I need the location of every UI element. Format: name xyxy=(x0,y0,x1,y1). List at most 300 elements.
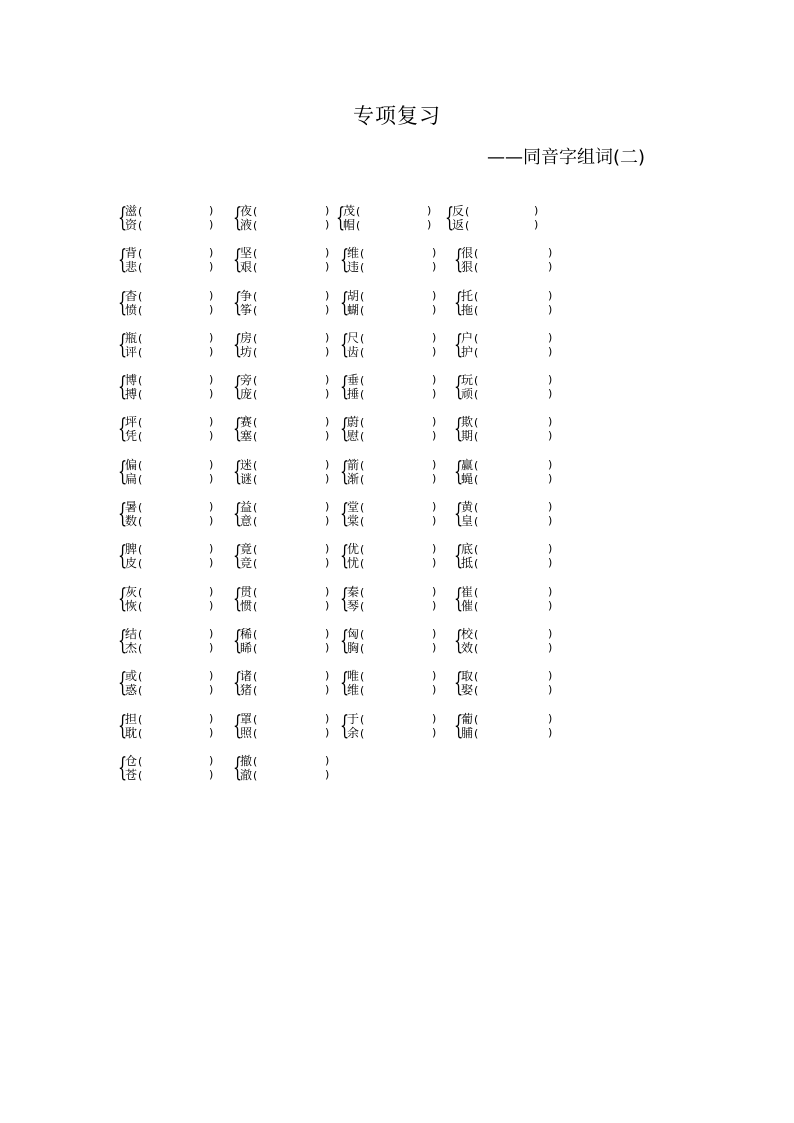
open-paren: ( xyxy=(360,557,365,571)
character: 诸 xyxy=(240,669,253,684)
character: 旁 xyxy=(240,373,253,388)
brace-glyph: { xyxy=(340,625,350,656)
character: 数 xyxy=(125,514,138,529)
word-pair xyxy=(233,373,353,405)
open-paren: ( xyxy=(474,515,479,529)
word-pair xyxy=(233,712,353,744)
close-paren: ) xyxy=(534,204,539,217)
open-paren: ( xyxy=(253,585,258,599)
character: 琴 xyxy=(347,598,360,613)
open-paren: ( xyxy=(253,712,258,726)
word-pair xyxy=(233,246,353,278)
word-pair xyxy=(454,246,574,278)
open-paren: ( xyxy=(360,374,365,388)
brace-glyph: { xyxy=(233,541,243,572)
close-paren: ) xyxy=(325,514,330,528)
open-paren: ( xyxy=(360,289,365,303)
character: 艰 xyxy=(240,260,253,275)
word-line xyxy=(347,246,364,260)
word-line xyxy=(125,260,142,274)
character: 搏 xyxy=(125,387,138,402)
word-pair xyxy=(118,287,243,321)
close-paren: ) xyxy=(325,429,330,443)
word-pair xyxy=(118,625,243,659)
character: 庞 xyxy=(240,387,253,402)
word-pair xyxy=(340,710,464,744)
close-paren: ) xyxy=(432,598,437,612)
page-subtitle: ——同音字组词(二) xyxy=(487,147,646,168)
word-line xyxy=(240,289,257,303)
word-pair xyxy=(118,414,243,447)
close-paren: ) xyxy=(548,514,553,528)
open-paren: ( xyxy=(138,345,143,359)
character: 睎 xyxy=(240,640,253,655)
open-paren: ( xyxy=(474,641,479,655)
exercise-row xyxy=(118,331,678,373)
word-line xyxy=(240,429,257,443)
open-paren: ( xyxy=(474,388,479,402)
brace-glyph: { xyxy=(340,583,350,614)
open-paren: ( xyxy=(253,388,258,402)
open-paren: ( xyxy=(138,515,143,529)
character: 皮 xyxy=(125,556,138,571)
character: 房 xyxy=(240,330,253,345)
character: 托 xyxy=(461,288,474,303)
character: 担 xyxy=(125,711,138,726)
open-paren: ( xyxy=(360,515,365,529)
word-line xyxy=(240,204,257,218)
character: 竟 xyxy=(240,542,253,557)
word-line xyxy=(347,726,364,740)
close-paren: ) xyxy=(432,457,437,471)
word-line xyxy=(452,218,469,232)
open-paren: ( xyxy=(360,430,365,444)
close-paren: ) xyxy=(548,373,553,387)
open-paren: ( xyxy=(138,543,143,557)
close-paren: ) xyxy=(534,218,539,231)
word-line xyxy=(347,542,364,556)
word-pair xyxy=(118,583,243,617)
character: 抵 xyxy=(461,556,474,571)
word-pair xyxy=(118,752,243,786)
brace-glyph: { xyxy=(233,245,243,276)
close-paren: ) xyxy=(548,429,553,443)
character: 惯 xyxy=(240,598,253,613)
exercise-row xyxy=(118,754,678,796)
word-pair xyxy=(233,627,353,659)
open-paren: ( xyxy=(253,345,258,359)
word-pair xyxy=(340,245,464,278)
word-pair xyxy=(118,329,243,363)
word-line xyxy=(240,514,257,528)
close-paren: ) xyxy=(548,725,553,739)
word-line xyxy=(125,514,142,528)
close-paren: ) xyxy=(325,471,330,485)
word-line xyxy=(240,415,257,429)
word-pair xyxy=(454,669,574,701)
brace-glyph: { xyxy=(233,710,243,741)
word-line xyxy=(347,514,364,528)
brace-glyph: { xyxy=(233,329,243,360)
open-paren: ( xyxy=(360,585,365,599)
brace-glyph: { xyxy=(118,541,128,572)
character: 博 xyxy=(125,373,138,388)
character: 返 xyxy=(452,218,465,232)
word-line xyxy=(125,458,142,472)
brace-glyph: { xyxy=(118,203,128,233)
word-pair xyxy=(340,583,464,617)
word-pair xyxy=(233,542,353,574)
character: 坪 xyxy=(125,415,138,430)
character: 尺 xyxy=(347,330,360,345)
close-paren: ) xyxy=(548,260,553,274)
word-pair xyxy=(454,415,574,447)
open-paren: ( xyxy=(253,374,258,388)
open-paren: ( xyxy=(474,261,479,275)
character: 效 xyxy=(461,640,474,655)
close-paren: ) xyxy=(325,753,330,767)
open-paren: ( xyxy=(138,247,143,261)
character: 赢 xyxy=(461,457,474,472)
word-pair xyxy=(118,456,243,490)
character: 偏 xyxy=(125,457,138,472)
close-paren: ) xyxy=(209,767,214,781)
open-paren: ( xyxy=(253,599,258,613)
exercise-row xyxy=(118,627,678,669)
open-paren: ( xyxy=(474,303,479,317)
character: 维 xyxy=(347,246,360,261)
character: 结 xyxy=(125,626,138,641)
open-paren: ( xyxy=(253,205,258,218)
open-paren: ( xyxy=(253,247,258,261)
word-pair xyxy=(336,204,456,236)
character: 罩 xyxy=(240,711,253,726)
word-pair xyxy=(454,627,574,659)
word-pair xyxy=(454,542,574,574)
open-paren: ( xyxy=(138,388,143,402)
word-pair xyxy=(233,754,353,786)
close-paren: ) xyxy=(432,471,437,485)
word-line xyxy=(125,387,142,401)
brace-glyph: { xyxy=(454,499,464,530)
word-line xyxy=(461,627,478,641)
close-paren: ) xyxy=(325,387,330,401)
word-line xyxy=(125,345,142,359)
brace-glyph: { xyxy=(118,583,128,614)
brace-glyph: { xyxy=(340,456,350,487)
word-line xyxy=(461,331,478,345)
open-paren: ( xyxy=(253,627,258,641)
open-paren: ( xyxy=(474,684,479,698)
character: 益 xyxy=(240,500,253,515)
close-paren: ) xyxy=(325,373,330,387)
word-pair xyxy=(445,204,565,236)
character: 赛 xyxy=(240,415,253,430)
character: 堂 xyxy=(347,500,360,515)
word-line xyxy=(125,289,142,303)
close-paren: ) xyxy=(432,669,437,683)
close-paren: ) xyxy=(432,542,437,556)
word-line xyxy=(125,585,142,599)
open-paren: ( xyxy=(138,585,143,599)
word-line xyxy=(461,556,478,570)
exercise-row xyxy=(118,500,678,542)
brace-glyph: { xyxy=(233,414,243,445)
brace-glyph: { xyxy=(454,456,464,487)
open-paren: ( xyxy=(253,515,258,529)
open-paren: ( xyxy=(253,543,258,557)
word-line xyxy=(240,712,257,726)
character: 慰 xyxy=(347,429,360,444)
character: 忧 xyxy=(347,556,360,571)
character: 催 xyxy=(461,598,474,613)
character: 苍 xyxy=(125,767,138,782)
close-paren: ) xyxy=(325,669,330,683)
character: 夜 xyxy=(240,204,253,218)
open-paren: ( xyxy=(253,219,258,232)
word-line xyxy=(125,726,142,740)
word-line xyxy=(461,387,478,401)
open-paren: ( xyxy=(138,458,143,472)
word-pair xyxy=(118,245,243,278)
close-paren: ) xyxy=(209,640,214,654)
word-pair xyxy=(454,331,574,363)
close-paren: ) xyxy=(548,584,553,598)
close-paren: ) xyxy=(209,246,214,260)
word-line xyxy=(347,500,364,514)
open-paren: ( xyxy=(360,247,365,261)
word-line xyxy=(240,726,257,740)
character: 坊 xyxy=(240,344,253,359)
character: 扁 xyxy=(125,471,138,486)
exercise-row xyxy=(118,415,678,457)
character: 脯 xyxy=(461,725,474,740)
word-line xyxy=(347,429,364,443)
word-line xyxy=(125,472,142,486)
close-paren: ) xyxy=(432,429,437,443)
character: 齿 xyxy=(347,344,360,359)
close-paren: ) xyxy=(548,542,553,556)
character: 撤 xyxy=(240,753,253,768)
word-pair xyxy=(233,500,353,532)
brace-glyph: { xyxy=(233,583,243,614)
close-paren: ) xyxy=(209,711,214,725)
close-paren: ) xyxy=(209,584,214,598)
close-paren: ) xyxy=(325,415,330,429)
close-paren: ) xyxy=(548,471,553,485)
word-pair xyxy=(118,668,243,701)
word-line xyxy=(125,599,142,613)
open-paren: ( xyxy=(253,670,258,684)
open-paren: ( xyxy=(138,754,143,768)
close-paren: ) xyxy=(427,204,432,217)
character: 取 xyxy=(461,669,474,684)
word-pair xyxy=(340,541,464,574)
word-line xyxy=(240,373,257,387)
word-line xyxy=(125,204,142,218)
open-paren: ( xyxy=(138,205,143,218)
open-paren: ( xyxy=(474,585,479,599)
brace-glyph: { xyxy=(118,625,128,656)
character: 暑 xyxy=(125,500,138,515)
word-pair xyxy=(454,289,574,321)
word-line xyxy=(240,500,257,514)
close-paren: ) xyxy=(209,683,214,697)
character: 户 xyxy=(461,330,474,345)
word-line xyxy=(347,289,364,303)
close-paren: ) xyxy=(325,204,330,217)
word-line xyxy=(125,768,142,782)
word-pair xyxy=(340,372,464,405)
close-paren: ) xyxy=(325,330,330,344)
word-line xyxy=(125,429,142,443)
word-line xyxy=(125,542,142,556)
character: 滋 xyxy=(125,204,138,218)
open-paren: ( xyxy=(474,726,479,740)
close-paren: ) xyxy=(325,725,330,739)
exercise-row xyxy=(118,712,678,754)
open-paren: ( xyxy=(360,712,365,726)
brace-glyph: { xyxy=(233,287,243,318)
close-paren: ) xyxy=(209,542,214,556)
word-line xyxy=(461,500,478,514)
character: 蔚 xyxy=(347,415,360,430)
close-paren: ) xyxy=(325,598,330,612)
close-paren: ) xyxy=(325,640,330,654)
close-paren: ) xyxy=(325,683,330,697)
close-paren: ) xyxy=(432,584,437,598)
character: 帽 xyxy=(343,218,356,232)
close-paren: ) xyxy=(325,302,330,316)
word-line xyxy=(452,204,469,218)
open-paren: ( xyxy=(360,670,365,684)
brace-glyph: { xyxy=(340,372,350,403)
brace-glyph: { xyxy=(233,372,243,403)
close-paren: ) xyxy=(432,387,437,401)
brace-glyph: { xyxy=(233,499,243,530)
character: 违 xyxy=(347,260,360,275)
character: 蝴 xyxy=(347,302,360,317)
brace-glyph: { xyxy=(454,541,464,572)
close-paren: ) xyxy=(432,260,437,274)
brace-glyph: { xyxy=(118,372,128,403)
exercise-row xyxy=(118,585,678,627)
close-paren: ) xyxy=(325,246,330,260)
brace-glyph: { xyxy=(340,499,350,530)
close-paren: ) xyxy=(209,204,214,217)
open-paren: ( xyxy=(356,205,361,218)
close-paren: ) xyxy=(209,669,214,683)
character: 于 xyxy=(347,711,360,726)
open-paren: ( xyxy=(474,712,479,726)
word-line xyxy=(240,345,257,359)
brace-glyph: { xyxy=(454,625,464,656)
brace-glyph: { xyxy=(454,287,464,318)
character: 护 xyxy=(461,344,474,359)
exercise-row xyxy=(118,289,678,331)
open-paren: ( xyxy=(360,501,365,515)
character: 顽 xyxy=(461,387,474,402)
open-paren: ( xyxy=(360,472,365,486)
character: 娶 xyxy=(461,683,474,698)
character: 猪 xyxy=(240,683,253,698)
word-line xyxy=(125,303,142,317)
word-line xyxy=(347,669,364,683)
open-paren: ( xyxy=(474,543,479,557)
close-paren: ) xyxy=(325,288,330,302)
word-line xyxy=(347,641,364,655)
word-line xyxy=(240,768,257,782)
brace-glyph: { xyxy=(454,245,464,276)
character: 胡 xyxy=(347,288,360,303)
word-line xyxy=(461,345,478,359)
word-line xyxy=(461,458,478,472)
word-pair xyxy=(340,456,464,490)
character: 耽 xyxy=(125,725,138,740)
open-paren: ( xyxy=(138,726,143,740)
word-line xyxy=(347,712,364,726)
open-paren: ( xyxy=(253,641,258,655)
open-paren: ( xyxy=(138,416,143,430)
word-line xyxy=(343,218,360,232)
open-paren: ( xyxy=(360,261,365,275)
brace-glyph: { xyxy=(118,245,128,276)
close-paren: ) xyxy=(325,500,330,514)
character: 胸 xyxy=(347,640,360,655)
word-line xyxy=(461,429,478,443)
open-paren: ( xyxy=(474,472,479,486)
word-pair xyxy=(454,458,574,490)
open-paren: ( xyxy=(474,501,479,515)
character: 凭 xyxy=(125,429,138,444)
open-paren: ( xyxy=(138,670,143,684)
word-line xyxy=(461,246,478,260)
word-line xyxy=(125,246,142,260)
word-pair xyxy=(233,669,353,701)
character: 评 xyxy=(125,344,138,359)
open-paren: ( xyxy=(253,754,258,768)
open-paren: ( xyxy=(360,543,365,557)
word-line xyxy=(461,542,478,556)
brace-glyph: { xyxy=(233,203,243,233)
word-line xyxy=(343,204,360,218)
close-paren: ) xyxy=(325,626,330,640)
close-paren: ) xyxy=(548,457,553,471)
character: 捶 xyxy=(347,387,360,402)
open-paren: ( xyxy=(474,599,479,613)
character: 狠 xyxy=(461,260,474,275)
open-paren: ( xyxy=(360,726,365,740)
close-paren: ) xyxy=(209,753,214,767)
open-paren: ( xyxy=(360,416,365,430)
word-pair xyxy=(454,373,574,405)
close-paren: ) xyxy=(209,514,214,528)
word-pair xyxy=(340,499,464,532)
character: 反 xyxy=(452,204,465,218)
character: 期 xyxy=(461,429,474,444)
close-paren: ) xyxy=(432,500,437,514)
close-paren: ) xyxy=(325,584,330,598)
close-paren: ) xyxy=(209,598,214,612)
character: 很 xyxy=(461,246,474,261)
open-paren: ( xyxy=(253,416,258,430)
brace-glyph: { xyxy=(340,245,350,276)
close-paren: ) xyxy=(548,556,553,570)
close-paren: ) xyxy=(548,598,553,612)
word-line xyxy=(125,373,142,387)
open-paren: ( xyxy=(253,684,258,698)
word-line xyxy=(347,599,364,613)
